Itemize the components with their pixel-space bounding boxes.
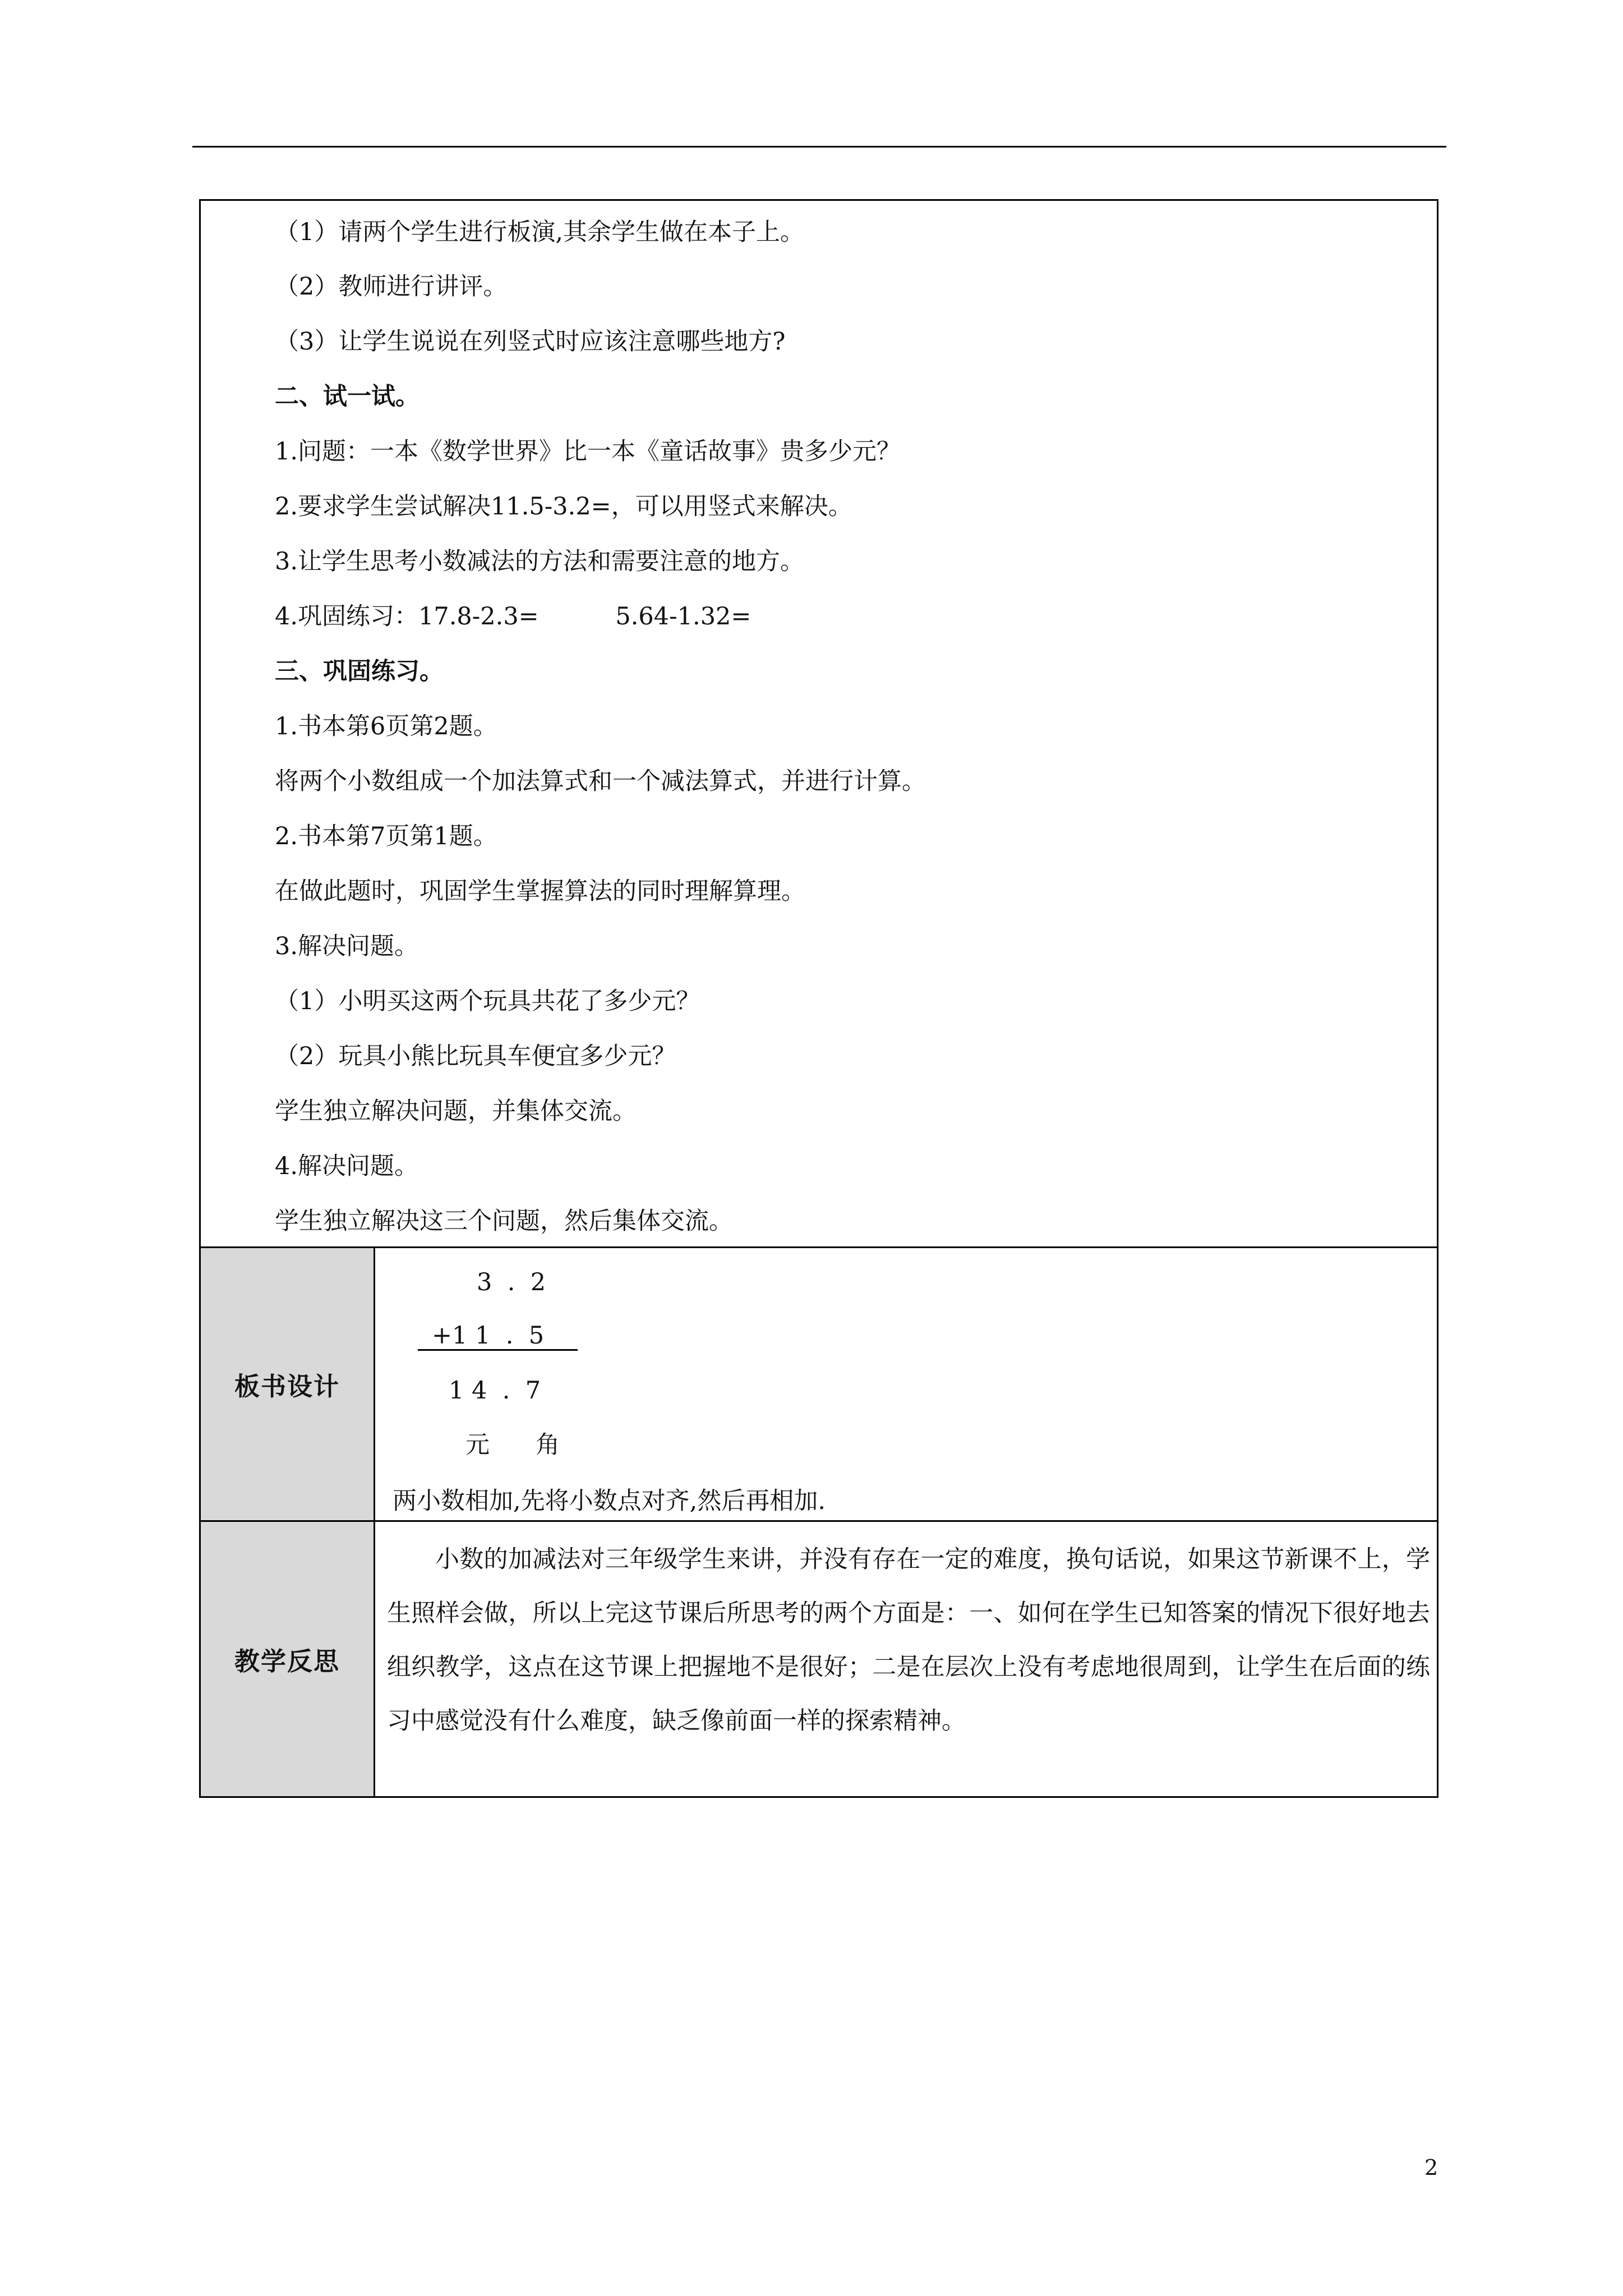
sum-rule	[418, 1349, 578, 1351]
process-line: 学生独立解决这三个问题，然后集体交流。	[275, 1207, 733, 1235]
label-column-divider	[374, 1246, 375, 1798]
process-line: 4.巩固练习：17.8-2.3= 5.64-1.32=	[275, 602, 751, 631]
board-design-label: 板书设计	[234, 1372, 340, 1401]
process-line: （2）玩具小熊比玩具车便宜多少元？	[275, 1042, 676, 1070]
section-heading: 三、巩固练习。	[275, 657, 444, 685]
process-line: 1.书本第6页第2题。	[275, 712, 497, 740]
process-line: 2.要求学生尝试解决11.5-3.2=，可以用竖式来解决。	[275, 493, 852, 521]
process-line: （3）让学生说说在列竖式时应该注意哪些地方?	[275, 328, 786, 356]
reflection-label: 教学反思	[234, 1646, 340, 1676]
process-line: （1）小明买这两个玩具共花了多少元？	[275, 987, 700, 1015]
process-line: 1.问题：一本《数学世界》比一本《童话故事》贵多少元？	[275, 438, 901, 466]
reflection-label-cell	[201, 1522, 374, 1796]
addend-row-1: 3 . 2	[477, 1268, 546, 1296]
section-heading: 二、试一试。	[275, 383, 419, 411]
unit-row: 元 角	[465, 1431, 560, 1459]
process-line: 学生独立解决问题，并集体交流。	[275, 1097, 637, 1125]
process-line: 将两个小数组成一个加法算式和一个减法算式，并进行计算。	[275, 767, 926, 795]
addend-row-2: +1 1 . 5	[432, 1322, 545, 1350]
process-line: （2）教师进行讲评。	[275, 273, 508, 301]
reflection-text: 小数的加减法对三年级学生来讲，并没有存在一定的难度，换句话说，如果这节新课不上，学生照样会做，所以上完这节课后所思考的两个方面是：一、如何在学生已知答案的情况下很好地去组织教学，这点在这节课上把握地不是很好；二是在层次上没有考虑地很周到，让学生在后面的练习中感觉没有什么难度，缺乏像前面一样的探索精神。	[387, 1545, 1430, 1735]
process-line: （1）请两个学生进行板演,其余学生做在本子上。	[275, 218, 805, 246]
process-line: 3.解决问题。	[275, 932, 419, 960]
process-line: 在做此题时，巩固学生掌握算法的同时理解算理。	[275, 877, 805, 905]
page-number: 2	[1424, 2155, 1438, 2180]
process-line: 3.让学生思考小数减法的方法和需要注意的地方。	[275, 547, 805, 576]
sum-row: 1 4 . 7	[449, 1377, 541, 1405]
process-line: 4.解决问题。	[275, 1152, 419, 1180]
board-note: 两小数相加,先将小数点对齐,然后再相加.	[393, 1487, 826, 1515]
row-divider-reflection	[199, 1520, 1438, 1522]
row-divider-board	[199, 1246, 1438, 1248]
board-design-label-cell	[201, 1248, 374, 1520]
process-line: 2.书本第7页第1题。	[275, 822, 497, 850]
header-rule	[192, 146, 1446, 148]
